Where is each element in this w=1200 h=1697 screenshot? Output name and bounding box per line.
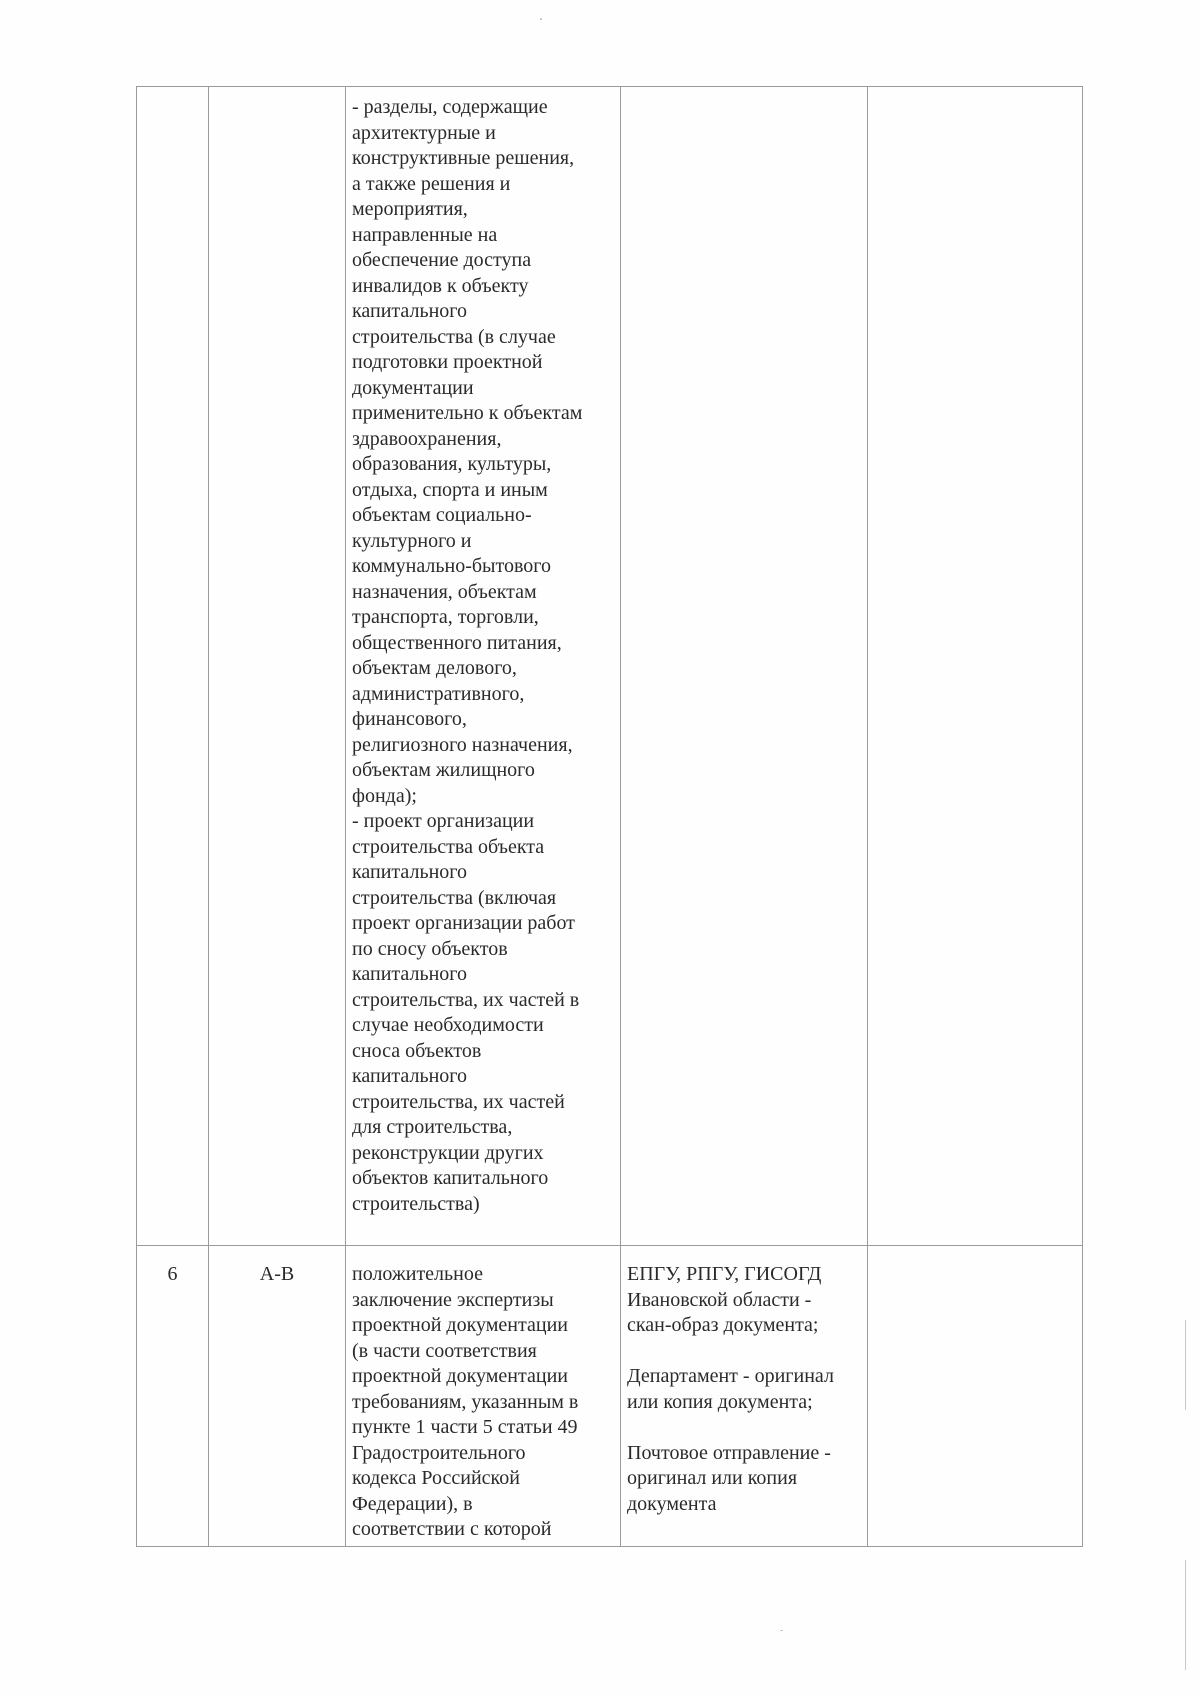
- scan-artifact-line: [1185, 1560, 1186, 1670]
- submission-method-cell: [621, 87, 868, 1246]
- row-number: 6: [167, 1263, 178, 1285]
- document-description-cell: [346, 1246, 621, 1547]
- submission-method: ЕПГУ, РПГУ, ГИСОГД Ивановской области - скан-образ документа; Департамент - оригинал или копия документа; Почтовое отправление - оригинал или копия документа: [627, 1263, 834, 1515]
- row-number-cell: [137, 1246, 209, 1547]
- scan-artifact-line: [1185, 1320, 1186, 1410]
- row-code: А-В: [259, 1263, 295, 1285]
- submission-method-cell: [621, 1246, 868, 1547]
- row-code: [209, 87, 345, 103]
- note-cell: [868, 87, 1083, 1246]
- row-code-cell: [209, 1246, 346, 1547]
- submission-method: [621, 87, 867, 95]
- table-row: [137, 1246, 1083, 1547]
- document-description: положительное заключение экспертизы проектной документации (в части соответствия проектной документации требованиям, указанным в пункте 1 части 5 статьи 49 Градостроительного кодекса Российской Федерации), в соответствии с которой: [352, 1263, 579, 1540]
- table-row: [137, 87, 1083, 1246]
- row-number: [137, 87, 208, 103]
- note: [868, 87, 1082, 95]
- row-number-cell: [137, 87, 209, 1246]
- document-description: - разделы, содержащие архитектурные и конструктивные решения, а также решения и мероприятия, направленные на обеспечение доступа инвалидов к объекту капитального строительства (в случае подготовки проектной документации применительно к объектам здравоохранения, образования, культуры, отдыха, спорта и иным объектам социально- культурного и коммунально-бытового назначения, объектам транспорта, торговли, общественного питания, объектам делового, административного, финансового, религиозного назначения, объектам жилищного фонда); - проект организации строительства объекта капитального строительства (включая проект организации работ по сносу объектов капитального строительства, их частей в случае необходимости сноса объектов капитального строительства, их частей для строительства, реконструкции других объектов капитального строительства): [352, 96, 583, 1215]
- scan-artifact-dot: [780, 1630, 783, 1631]
- scan-artifact-dot: [540, 18, 542, 20]
- note: [868, 1246, 1082, 1262]
- row-code-cell: [209, 87, 346, 1246]
- requirements-table: [136, 86, 1083, 1547]
- note-cell: [868, 1246, 1083, 1547]
- document-description-cell: [346, 87, 621, 1246]
